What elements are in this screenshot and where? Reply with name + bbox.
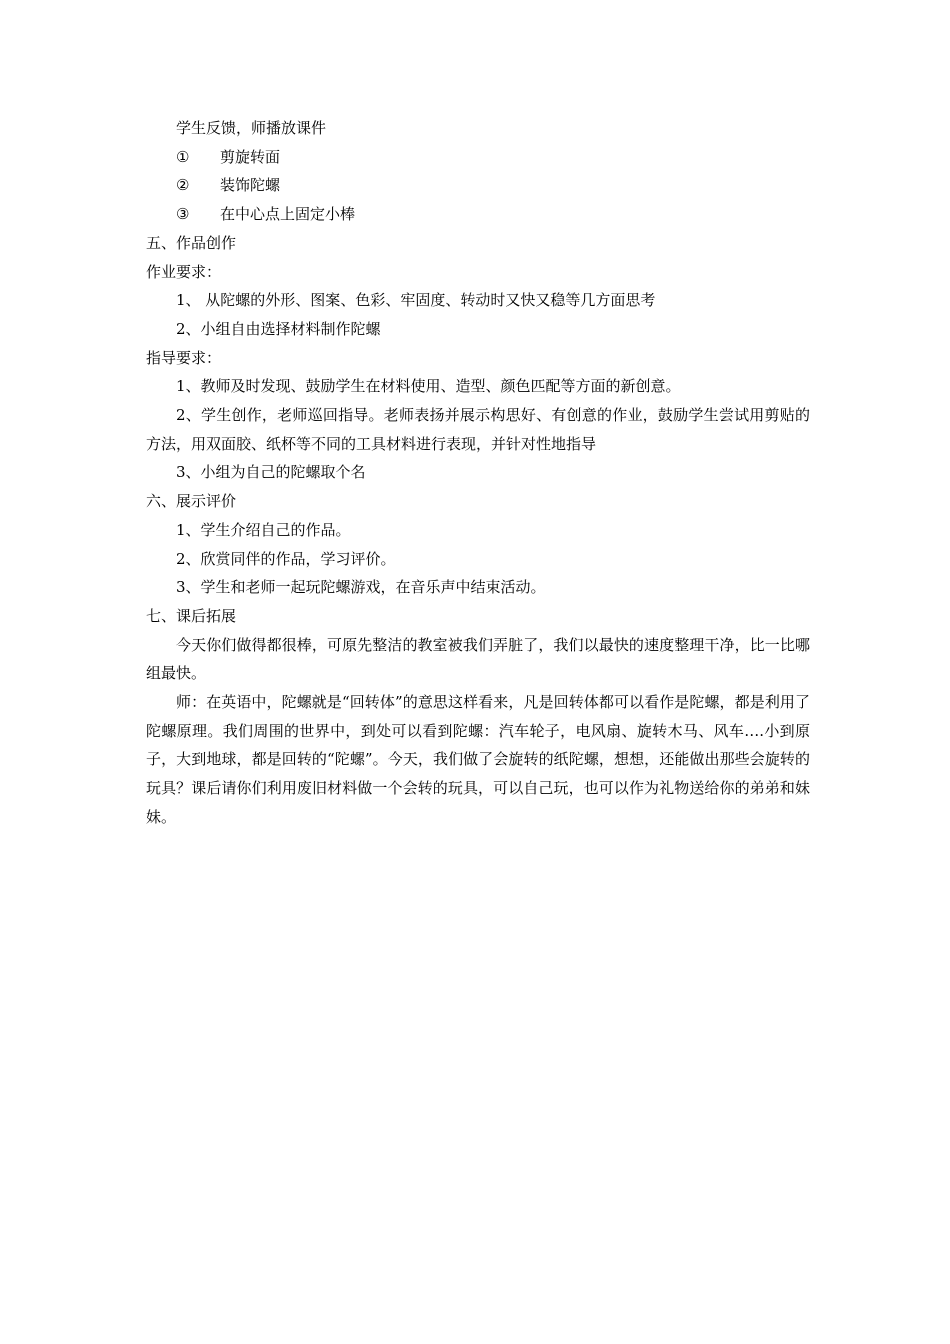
extension-paragraph: 师：在英语中，陀螺就是“回转体”的意思这样看来，凡是回转体都可以看作是陀螺，都是利用了陀螺原理。我们周围的世界中，到处可以看到陀螺：汽车轮子，电风扇、旋转木马、风车….小到原子，大到地球，都是回转的“陀螺”。今天，我们做了会旋转的纸陀螺，想想，还能做出那些会旋转的玩具？课后请你们利用废旧材料做一个会转的玩具，可以自己玩，也可以作为礼物送给你的弟弟和妹妹。 xyxy=(146,693,810,826)
step-text: 在中心点上固定小棒 xyxy=(220,205,356,224)
evaluation-item: 3、学生和老师一起玩陀螺游戏，在音乐声中结束活动。 xyxy=(176,578,546,597)
step-item xyxy=(146,171,810,200)
step-text: 装饰陀螺 xyxy=(220,176,281,195)
extension-paragraph: 今天你们做得都很棒，可原先整洁的教室被我们弄脏了，我们以最快的速度整理干净，比一比哪组最快。 xyxy=(146,635,810,683)
requirement-item: 1、 从陀螺的外形、图案、色彩、牢固度、转动时又快又稳等几方面思考 xyxy=(176,291,656,310)
evaluation-item: 1、学生介绍自己的作品。 xyxy=(176,520,351,539)
section-heading: 七、课后拓展 xyxy=(146,606,237,625)
step-marker: ② xyxy=(176,176,190,195)
step-item xyxy=(146,200,810,229)
guidance-item: 3、小组为自己的陀螺取个名 xyxy=(176,463,366,482)
step-marker: ③ xyxy=(176,205,190,224)
step-item xyxy=(146,143,810,172)
requirements-label: 作业要求： xyxy=(146,262,222,281)
section-heading: 六、展示评价 xyxy=(146,492,237,511)
evaluation-item: 2、欣赏同伴的作品，学习评价。 xyxy=(176,549,396,568)
document-body xyxy=(146,114,810,832)
step-marker: ① xyxy=(176,147,190,166)
section-heading: 五、作品创作 xyxy=(146,233,237,252)
guidance-item: 1、教师及时发现、鼓励学生在材料使用、造型、颜色匹配等方面的新创意。 xyxy=(176,377,681,396)
step-text: 剪旋转面 xyxy=(220,147,281,166)
guidance-label: 指导要求： xyxy=(146,348,222,367)
requirement-item: 2、小组自由选择材料制作陀螺 xyxy=(176,319,381,338)
guidance-item: 2、学生创作，老师巡回指导。老师表扬并展示构思好、有创意的作业，鼓励学生尝试用剪贴的方法，用双面胶、纸杯等不同的工具材料进行表现，并针对性地指导 xyxy=(146,406,810,453)
intro-line: 学生反馈，师播放课件 xyxy=(176,119,327,137)
